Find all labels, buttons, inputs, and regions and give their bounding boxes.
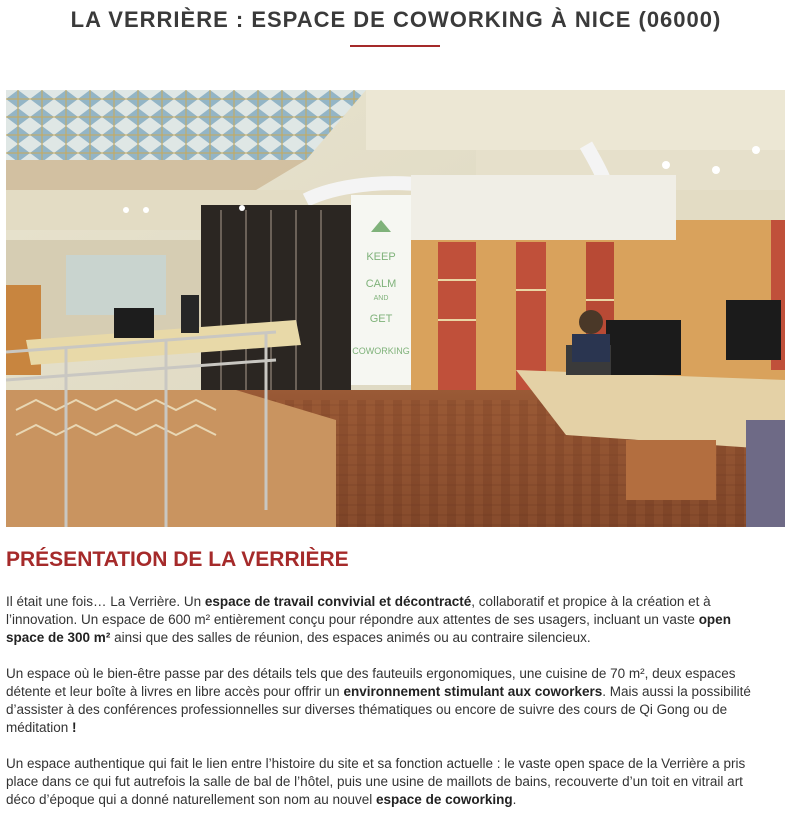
text-span: . Mais aussi la possibilité d’assister à des conférences professionnelles sur diverses thématiques ou encore de suivre des cours de Qi Gong ou de méditation	[6, 684, 751, 735]
text-span: Un espace où le bien-être passe par des détails tels que des fauteuils ergonomiques, une cuisine de 70 m², deux espaces détente et leur boîte à livres en libre accès pour offrir un	[6, 666, 736, 699]
page-title: LA VERRIÈRE : ESPACE DE COWORKING À NICE (06000)	[70, 7, 722, 32]
bold-text: !	[72, 720, 77, 735]
bold-text: espace de coworking	[376, 792, 513, 807]
hero-photo	[6, 90, 785, 527]
bold-text: espace de travail convivial et décontracté	[204, 594, 472, 609]
text-span: ainsi que des salles de réunion, des espaces animés ou au contraire silencieux.	[110, 630, 591, 645]
section-title: PRÉSENTATION DE LA VERRIÈRE	[6, 548, 349, 571]
bold-text: open space de 300 m²	[6, 612, 731, 645]
paragraph	[6, 593, 766, 647]
text-span: , collaboratif et propice à la création et à l’innovation. Un espace de 600 m² entièrement conçu pour répondre aux attentes de ses usagers, incluant un vaste	[6, 594, 711, 627]
text-span: .	[512, 792, 517, 807]
poster-line: KEEP	[366, 251, 396, 263]
text-span: Un espace authentique qui fait le lien entre l’histoire du site et sa fonction actuelle : le vaste open space de la Verrière a pris place dans ce qui fut autrefois la salle de bal de l’hôtel, puis une usine de maillots de bains, recouverte d’un toit en vitrail art déco d’époque qui a donné naturellement son nom au nouvel	[6, 756, 746, 807]
paragraph	[6, 755, 766, 809]
paragraph	[6, 665, 766, 737]
text-span: Il était une fois… La Verrière. Un	[6, 594, 205, 609]
presentation-text	[6, 593, 766, 827]
bold-text: environnement stimulant aux coworkers	[343, 684, 603, 699]
poster-line: COWORKING	[352, 346, 410, 356]
poster-line: GET	[369, 313, 393, 325]
title-divider	[350, 45, 440, 47]
poster-line: CALM	[365, 278, 397, 290]
poster-line: AND	[373, 295, 389, 302]
